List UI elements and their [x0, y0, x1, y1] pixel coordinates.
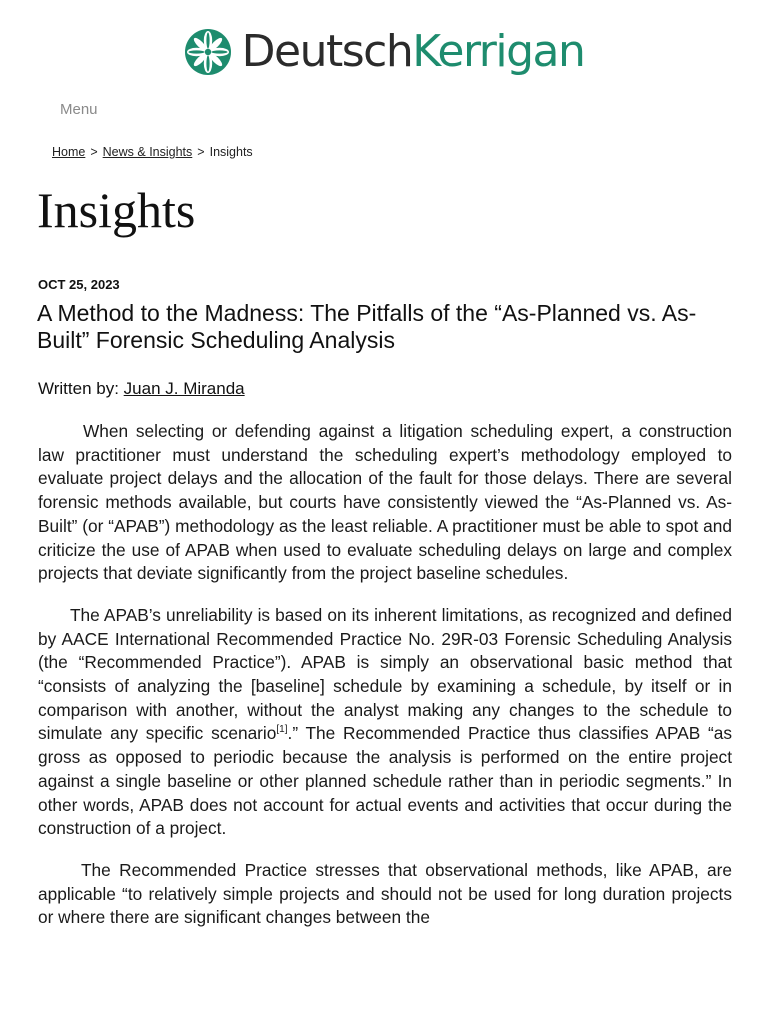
brand-name-part2: Kerrigan — [412, 26, 585, 77]
author-link[interactable]: Juan J. Miranda — [123, 379, 245, 398]
breadcrumb-home-link[interactable]: Home — [52, 145, 86, 159]
footnote-ref — [276, 725, 287, 736]
menu-button[interactable]: Menu — [60, 101, 98, 118]
paragraph — [38, 604, 732, 841]
page-title: Insights — [37, 182, 196, 238]
breadcrumb-separator: > — [197, 145, 205, 159]
article-body — [38, 420, 732, 948]
logo[interactable] — [184, 28, 585, 76]
article-date: OCT 25, 2023 — [38, 277, 120, 292]
paragraph: The Recommended Practice stresses that observational methods, like APAB, are applicable “to relatively simple projects and should not be used for long duration projects or where there are significant changes between the — [38, 859, 732, 928]
brand-name-part1: Deutsch — [241, 26, 413, 77]
breadcrumb — [52, 145, 253, 159]
byline-label: Written by: — [38, 379, 119, 398]
paragraph-text: .” The Recommended Practice thus classifies APAB “as gross as opposed to periodic because the analysis is performed on the entire project against a single baseline or other planned schedule rather than in periodic segments.” In other words, APAB does not account for actual events and activities that occur during the construction of a project. — [38, 723, 732, 839]
site-header — [0, 22, 768, 82]
byline — [38, 379, 245, 399]
breadcrumb-separator: > — [90, 145, 98, 159]
article-title: A Method to the Madness: The Pitfalls of the “As-Planned vs. As-Built” Forensic Scheduling Analysis — [37, 300, 697, 353]
brand-name — [241, 26, 585, 77]
breadcrumb-news-insights-link[interactable]: News & Insights — [102, 145, 193, 159]
paragraph: When selecting or defending against a litigation scheduling expert, a construction law practitioner must understand the scheduling expert’s methodology employed to evaluate project delays and the allocation of the fault for those delays. There are several forensic methods available, but courts have consistently viewed the “As-Planned vs. As-Built” (or “APAB”) methodology as the least reliable. A practitioner must be able to spot and criticize the use of APAB when used to evaluate scheduling delays on large and complex projects that deviate significantly from the project baseline schedules. — [38, 421, 732, 584]
breadcrumb-current: Insights — [209, 145, 253, 159]
paragraph-text: The APAB’s unreliability is based on its inherent limitations, as recognized and defined by AACE International Recommended Practice No. 29R-03 Forensic Scheduling Analysis (the “Recommended Practice”). APAB is simply an observational basic method that “consists of analyzing the [baseline] schedule by examining a schedule, by itself or in comparison with another, without the analyst making any changes to the schedule to simulate any specific scenario — [38, 604, 732, 744]
starburst-logo-icon — [184, 28, 232, 76]
footnote-link[interactable]: [1] — [276, 724, 288, 736]
